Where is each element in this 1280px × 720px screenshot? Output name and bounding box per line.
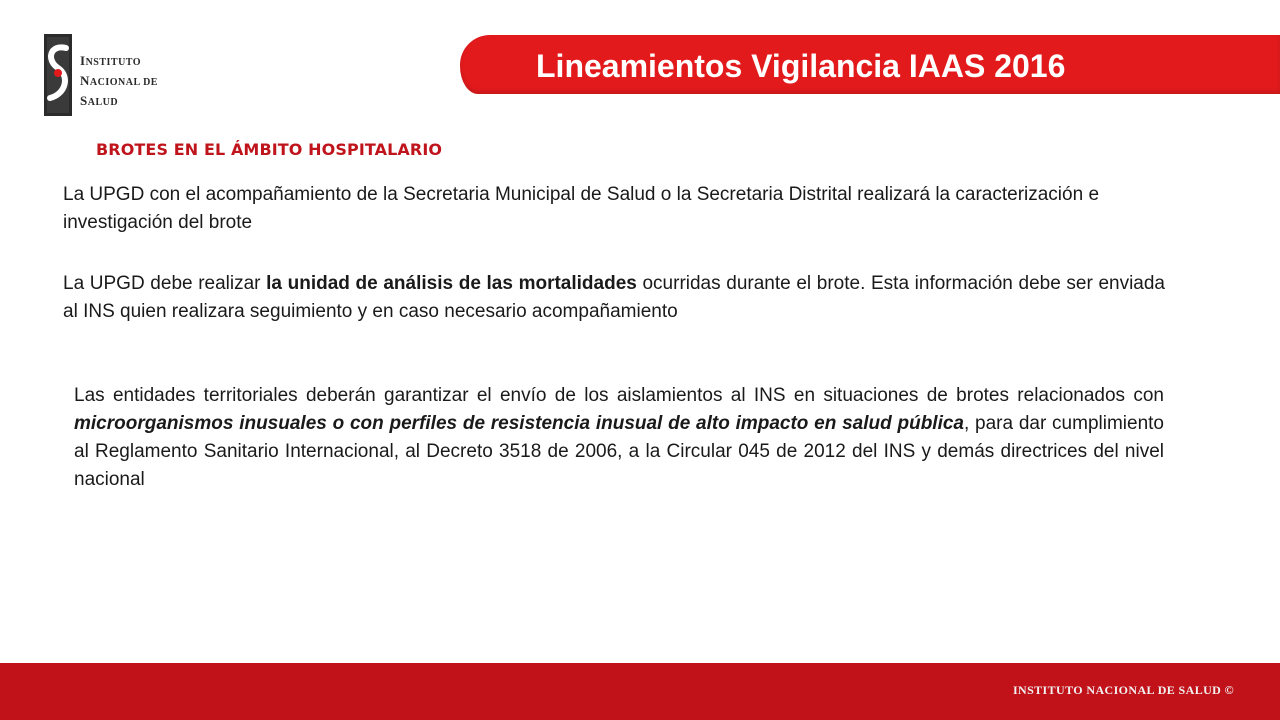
logo-line-2: NACIONAL DE	[80, 73, 158, 88]
section-heading: BROTES EN EL ÁMBITO HOSPITALARIO	[96, 140, 443, 159]
footer-bar	[0, 663, 1280, 720]
ins-logo-text	[80, 52, 158, 112]
slide-title: Lineamientos Vigilancia IAAS 2016	[536, 48, 1066, 84]
p2-text-start: La UPGD debe realizar	[63, 273, 267, 294]
paragraph-isolates-submission	[74, 382, 1164, 494]
paragraph-mortality-analysis	[63, 270, 1165, 326]
p3-text-bold-italic: microorganismos inusuales o con perfiles de resistencia inusual de alto impacto en salud pública	[74, 413, 964, 434]
footer-copyright: INSTITUTO NACIONAL DE SALUD ©	[1012, 683, 1234, 697]
logo-line-3: SALUD	[80, 93, 119, 108]
p3-text-end: , para dar cumplimiento al Reglamento Sanitario Internacional, al Decreto 3518 de 2006, a la Circular 045 de 2012 del INS y demás directrices del nivel nacional	[74, 413, 1164, 490]
ins-logo	[44, 34, 174, 116]
p2-text-bold: la unidad de análisis de las mortalidades	[266, 273, 637, 294]
paragraph-characterization: La UPGD con el acompañamiento de la Secretaria Municipal de Salud o la Secretaria Distrital realizará la caracterización e investigación del brote	[63, 184, 1100, 233]
p3-text-start: Las entidades territoriales deberán garantizar el envío de los aislamientos al INS en situaciones de brotes relacionados con	[74, 385, 1164, 406]
ins-logo-mark-icon	[44, 34, 72, 116]
logo-line-1: INSTITUTO	[80, 53, 142, 68]
p2-text-end: ocurridas durante el brote. Esta información debe ser enviada al INS quien realizara seguimiento y en caso necesario acompañamiento	[63, 273, 1165, 322]
title-banner	[460, 35, 1280, 94]
